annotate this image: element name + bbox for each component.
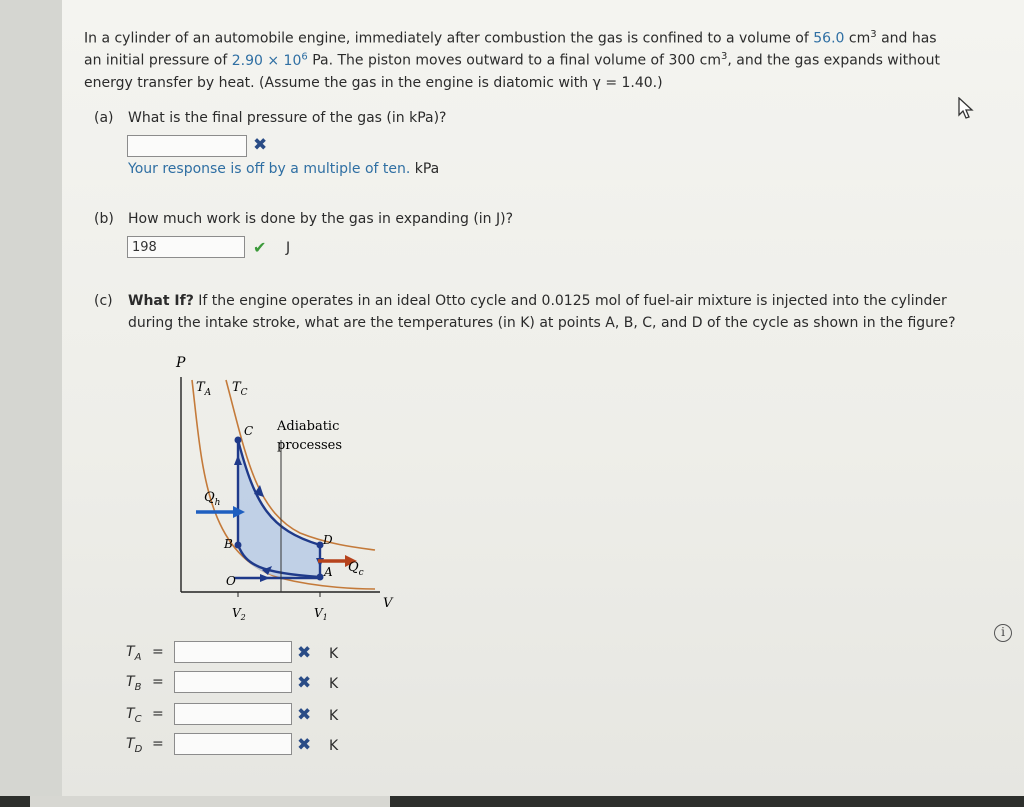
label-point-d: D: [323, 533, 333, 547]
point-a: [317, 574, 324, 581]
equals-sign: =: [152, 736, 164, 752]
point-c: [235, 437, 242, 444]
temperature-unit: K: [329, 708, 339, 724]
equals-sign: =: [152, 706, 164, 722]
left-margin: [0, 0, 62, 807]
part-b-prompt: How much work is done by the gas in expanding (in J)?: [128, 211, 514, 227]
part-b-answer-input[interactable]: 198: [127, 236, 245, 258]
label-point-o: O: [226, 574, 236, 588]
label-processes: processes: [277, 438, 343, 453]
intro-line-2: an initial pressure of $2.90 \times 10^6$ Pa. The piston moves outward to a final volume of 300 $cm^3$, and the gas expands without: [84, 51, 940, 69]
equals-sign: =: [152, 674, 164, 690]
part-b-label: (b): [94, 211, 114, 227]
temperature-input-1[interactable]: [174, 671, 292, 693]
temperature-label-0: $T_A$: [126, 644, 142, 663]
initial-pressure: $2.90 \times 10^6$: [231, 51, 308, 69]
temperature-label-3: $T_D$: [126, 736, 143, 755]
point-b: [235, 542, 242, 549]
temperature-unit: K: [329, 738, 339, 754]
temperature-unit: K: [329, 676, 339, 692]
part-c-line-2: during the intake stroke, what are the temperatures (in K) at points A, B, C, and D of the cycle as shown in the figure?: [128, 315, 956, 331]
x-icon: ✖: [297, 673, 312, 693]
label-v2: $V_2$: [232, 606, 246, 622]
x-icon: ✖: [297, 735, 312, 755]
label-qh: $Q_h$: [204, 490, 221, 508]
temperature-label-1: $T_B$: [126, 674, 142, 693]
label-point-c: C: [244, 424, 254, 438]
equals-sign: =: [152, 644, 164, 660]
intro-line-1: In a cylinder of an automobile engine, immediately after combustion the gas is confined to a volume of 56.0 $cm^3$ and has: [84, 29, 937, 47]
label-qc: $Q_c$: [348, 560, 364, 578]
x-icon: ✖: [297, 643, 312, 663]
check-icon: ✔: [253, 238, 267, 257]
part-a-answer-input[interactable]: [127, 135, 247, 157]
part-b-unit: J: [286, 240, 291, 256]
part-a-feedback: Your response is off by a multiple of ten. kPa: [128, 161, 440, 177]
temperature-label-2: $T_C$: [126, 706, 142, 725]
cycle-area: [238, 440, 320, 577]
mouse-cursor-icon: [957, 97, 977, 121]
info-icon[interactable]: i: [994, 624, 1012, 642]
initial-volume: 56.0: [813, 30, 845, 47]
temperature-input-2[interactable]: [174, 703, 292, 725]
part-a-prompt: What is the final pressure of the gas (in kPa)?: [128, 110, 447, 126]
part-c-line-1: What If? If the engine operates in an ideal Otto cycle and 0.0125 mol of fuel-air mixture is injected into the cylinder: [128, 293, 947, 309]
p-axis-label: P: [176, 355, 186, 371]
part-c-label: (c): [94, 293, 113, 309]
label-ta: $T_A$: [196, 380, 212, 398]
x-icon: ✖: [253, 135, 268, 155]
intro-line-3: energy transfer by heat. (Assume the gas in the engine is diatomic with γ = 1.40.): [84, 75, 663, 91]
otto-cycle-figure: [160, 345, 400, 630]
screen-bottom-edge: [0, 796, 1024, 807]
label-adiabatic: Adiabatic: [277, 419, 340, 434]
label-tc: $T_C$: [232, 380, 248, 398]
v-axis-label: V: [383, 596, 393, 611]
part-a-label: (a): [94, 110, 114, 126]
temperature-input-0[interactable]: [174, 641, 292, 663]
label-v1: $V_1$: [314, 606, 328, 622]
label-point-a: A: [324, 565, 333, 579]
temperature-input-3[interactable]: [174, 733, 292, 755]
x-icon: ✖: [297, 705, 312, 725]
arrow-o-to-a: [260, 574, 270, 582]
temperature-unit: K: [329, 646, 339, 662]
label-point-b: B: [224, 537, 233, 551]
